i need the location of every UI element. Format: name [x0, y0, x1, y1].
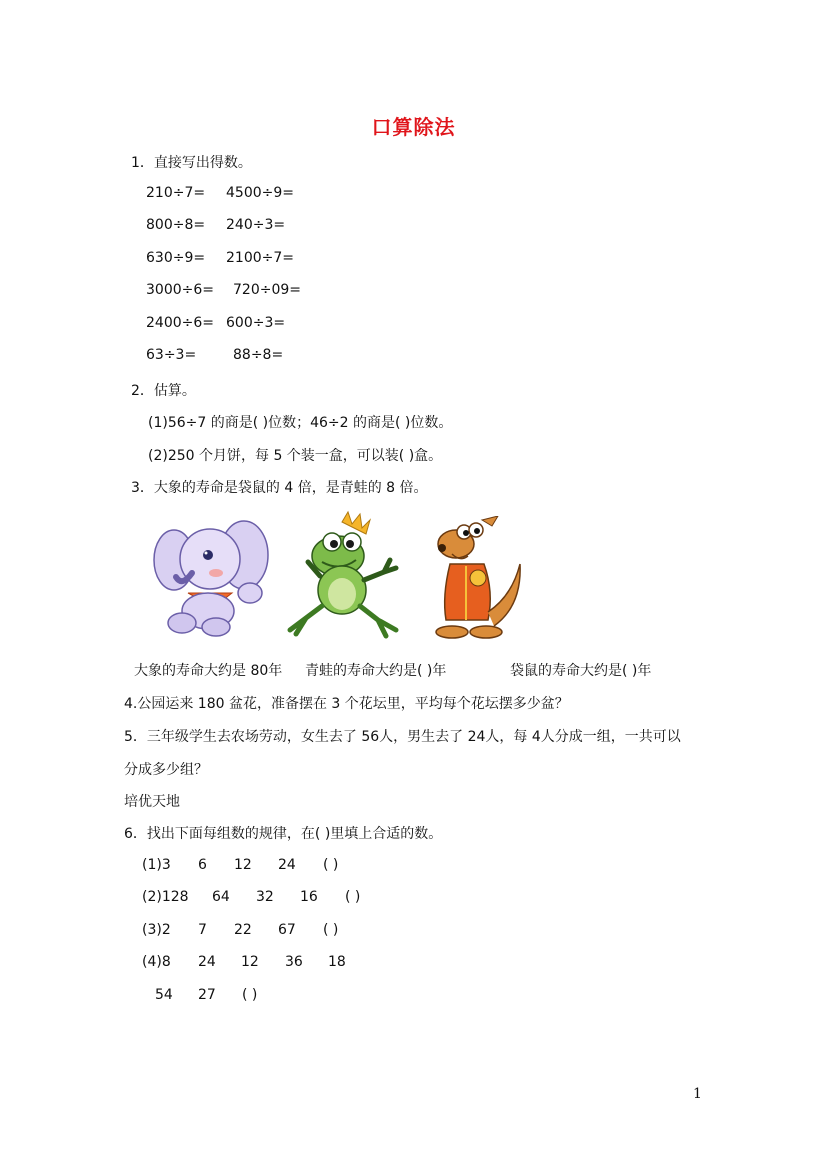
q2-heading: 2．估算。: [131, 383, 196, 399]
q2-item: (2)250 个月饼，每 5 个装一盒，可以装( )盒。: [148, 448, 443, 464]
q6-num: 12: [234, 857, 252, 873]
q3-heading: 3．大象的寿命是袋鼠的 4 倍，是青蛙的 8 倍。: [131, 480, 428, 496]
q6-num: 36: [285, 954, 303, 970]
page-title: 口算除法: [371, 115, 456, 139]
q1-expr: 2400÷6=: [146, 315, 214, 331]
q1-expr: 630÷9=: [146, 250, 206, 266]
kangaroo-image: [432, 516, 532, 642]
q3-answer-frog: 青蛙的寿命大约是( )年: [305, 663, 447, 679]
q1-expr: 720÷09=: [233, 282, 301, 298]
q1-expr: 240÷3=: [226, 217, 286, 233]
q1-expr: 4500÷9=: [226, 185, 294, 201]
q6-num: 6: [198, 857, 207, 873]
q6-blank: ( ): [242, 987, 258, 1003]
q6-num: 18: [328, 954, 346, 970]
q6-num: 27: [198, 987, 216, 1003]
q6-num: 16: [300, 889, 318, 905]
q1-expr: 3000÷6=: [146, 282, 214, 298]
q1-expr: 600÷3=: [226, 315, 286, 331]
q6-num: 64: [212, 889, 230, 905]
q3-answer-kangaroo: 袋鼠的寿命大约是( )年: [510, 663, 652, 679]
q6-num: 12: [241, 954, 259, 970]
q6-row-label: (4)8: [142, 954, 171, 970]
q6-row-label: (2)128: [142, 889, 189, 905]
page-number: 1: [693, 1086, 702, 1102]
q6-blank: ( ): [345, 889, 361, 905]
q1-expr: 88÷8=: [233, 347, 284, 363]
q6-num: 24: [278, 857, 296, 873]
q2-item: (1)56÷7 的商是( )位数；46÷2 的商是( )位数。: [148, 415, 453, 431]
q6-num: 24: [198, 954, 216, 970]
q6-num: 67: [278, 922, 296, 938]
q6-blank: ( ): [323, 857, 339, 873]
q6-heading: 6．找出下面每组数的规律，在( )里填上合适的数。: [124, 826, 443, 842]
q6-num: 7: [198, 922, 207, 938]
q1-heading: 1．直接写出得数。: [131, 155, 252, 171]
q6-row-label: (3)2: [142, 922, 171, 938]
q1-expr: 210÷7=: [146, 185, 206, 201]
q1-expr: 2100÷7=: [226, 250, 294, 266]
q6-num: 54: [155, 987, 173, 1003]
q5-line2: 分成多少组？: [124, 762, 208, 778]
q6-row-label: (1)3: [142, 857, 171, 873]
q1-expr: 800÷8=: [146, 217, 206, 233]
q3-answer-elephant: 大象的寿命大约是 80年: [134, 663, 283, 679]
frog-image: [286, 510, 404, 640]
section-label: 培优天地: [124, 794, 180, 810]
elephant-image: [152, 515, 270, 637]
q6-blank: ( ): [323, 922, 339, 938]
q5-line1: 5．三年级学生去农场劳动，女生去了 56人，男生去了 24人，每 4人分成一组，一共可以: [124, 729, 681, 745]
q4-text: 4.公园运来 180 盆花，准备摆在 3 个花坛里，平均每个花坛摆多少盆？: [124, 696, 569, 712]
q6-num: 32: [256, 889, 274, 905]
q6-num: 22: [234, 922, 252, 938]
q1-expr: 63÷3=: [146, 347, 197, 363]
